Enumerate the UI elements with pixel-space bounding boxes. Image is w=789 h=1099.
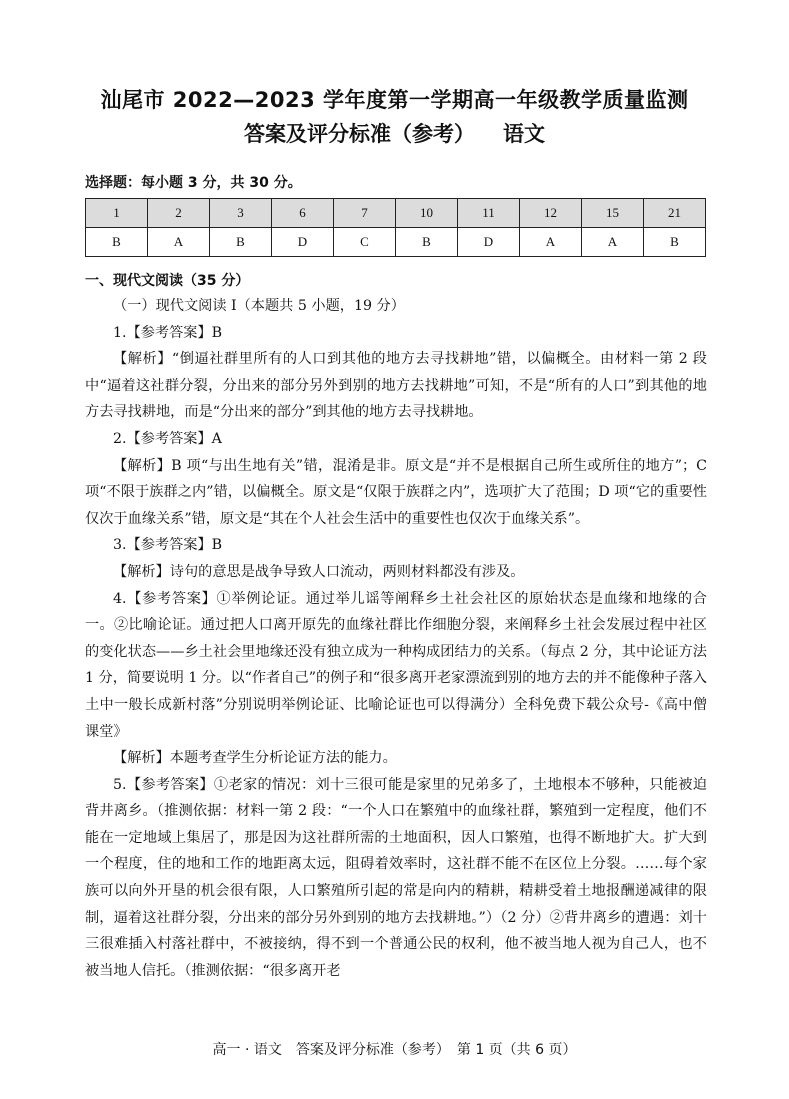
mcq-answer-table bbox=[85, 198, 706, 257]
question-number: 3 bbox=[210, 199, 272, 228]
answer-cell: A bbox=[148, 228, 210, 257]
subsection-heading: （一）现代文阅读 I（本题共 5 小题，19 分） bbox=[113, 298, 405, 314]
answer-cell: A bbox=[582, 228, 644, 257]
answer-cell: C bbox=[334, 228, 396, 257]
section-heading: 一、现代文阅读（35 分） bbox=[85, 273, 250, 289]
answer-cell: B bbox=[210, 228, 272, 257]
answer-line: 2.【参考答案】A bbox=[113, 430, 222, 447]
explanation-paragraph: 【解析】本题考查学生分析论证方法的能力。 bbox=[113, 750, 397, 767]
answer-cell: B bbox=[396, 228, 458, 257]
answer-cell: B bbox=[86, 228, 148, 257]
answer-paragraph: 5.【参考答案】①老家的情况：刘十三很可能是家里的兄弟多了，土地根本不够种，只能被迫背井离乡。（推测依据：材料一第 2 段：“一个人口在繁殖中的血缘社群，繁殖到一定程度，他们不能在一定地域上集居了，那是因为这社群所需的土地面积，因人口繁殖，也得不断地扩大。扩大到一个程度，住的地和工作的地距离太远，阻碍着效率时，这社群不能不在区位上分裂。……每个家族可以向外开垦的机会很有限，人口繁殖所引起的常是向内的精耕，精耕受着土地报酬递减律的限制，逼着这社群分裂，分出来的部分另外到别的地方去找耕地。”）（2 分）②背井离乡的遭遇：刘十三很难插入村落社群中，不被接纳，得不到一个普通公民的权利，他不被当地人视为自己人，也不被当地人信托。（推测依据：“很多离开老 bbox=[85, 776, 707, 979]
page-title: 汕尾市 2022—2023 学年度第一学期高一年级教学质量监测 bbox=[100, 88, 689, 112]
answer-cell: B bbox=[644, 228, 706, 257]
question-number: 15 bbox=[582, 199, 644, 228]
subject-label: 语文 bbox=[503, 122, 545, 146]
answer-cell: D bbox=[272, 228, 334, 257]
answer-cell: D bbox=[458, 228, 520, 257]
page-subtitle bbox=[0, 118, 789, 148]
question-number: 10 bbox=[396, 199, 458, 228]
subtitle-text: 答案及评分标准（参考） bbox=[244, 122, 475, 146]
question-number: 12 bbox=[520, 199, 582, 228]
answer-paragraph: 4.【参考答案】①举例论证。通过举儿谣等阐释乡土社会社区的原始状态是血缘和地缘的合一。②比喻论证。通过把人口离开原先的血缘社群比作细胞分裂，来阐释乡土社会发展过程中社区的变化状态——乡土社会里地缘还没有独立成为一种构成团结力的关系。（每点 2 分，其中论证方法 1 分，简要说明 1 分。以“作者自己”的例子和“很多离开老家漂流到别的地方去的并不能像种子落入土中一般长成新村落”分别说明举例论证、比喻论证也可以得满分）全科免费下载公众号-《高中僧课堂》 bbox=[85, 590, 707, 740]
question-number: 7 bbox=[334, 199, 396, 228]
question-number: 11 bbox=[458, 199, 520, 228]
answer-line: 1.【参考答案】B bbox=[113, 324, 223, 341]
question-number-row bbox=[86, 199, 706, 228]
answer-body bbox=[85, 293, 707, 984]
mcq-heading: 选择题：每小题 3 分，共 30 分。 bbox=[85, 175, 302, 191]
answer-row bbox=[86, 228, 706, 257]
answer-cell: A bbox=[520, 228, 582, 257]
question-number: 6 bbox=[272, 199, 334, 228]
explanation-paragraph: 【解析】B 项“与出生地有关”错，混淆是非。原文是“并不是根据自己所生或所住的地方”；C 项“不限于族群之内”错，以偏概全。原文是“仅限于族群之内”，选项扩大了范围；D 项“它的重要性仅次于血缘关系”错，原文是“其在个人社会生活中的重要性也仅次于血缘关系”。 bbox=[85, 457, 707, 527]
explanation-paragraph: 【解析】诗句的意思是战争导致人口流动，两则材料都没有涉及。 bbox=[113, 563, 525, 580]
question-number: 2 bbox=[148, 199, 210, 228]
question-number: 1 bbox=[86, 199, 148, 228]
question-number: 21 bbox=[644, 199, 706, 228]
answer-line: 3.【参考答案】B bbox=[113, 537, 223, 554]
page-footer: 高一 · 语文 答案及评分标准（参考） 第 1 页（共 6 页） bbox=[212, 1042, 577, 1058]
explanation-paragraph: 【解析】“倒逼社群里所有的人口到其他的地方去寻找耕地”错，以偏概全。由材料一第 2 段中“逼着这社群分裂，分出来的部分另外到别的地方去找耕地”可知，不是“所有的人口”到其他的地方去寻找耕地，而是“分出来的部分”到其他的地方去寻找耕地。 bbox=[85, 351, 707, 421]
